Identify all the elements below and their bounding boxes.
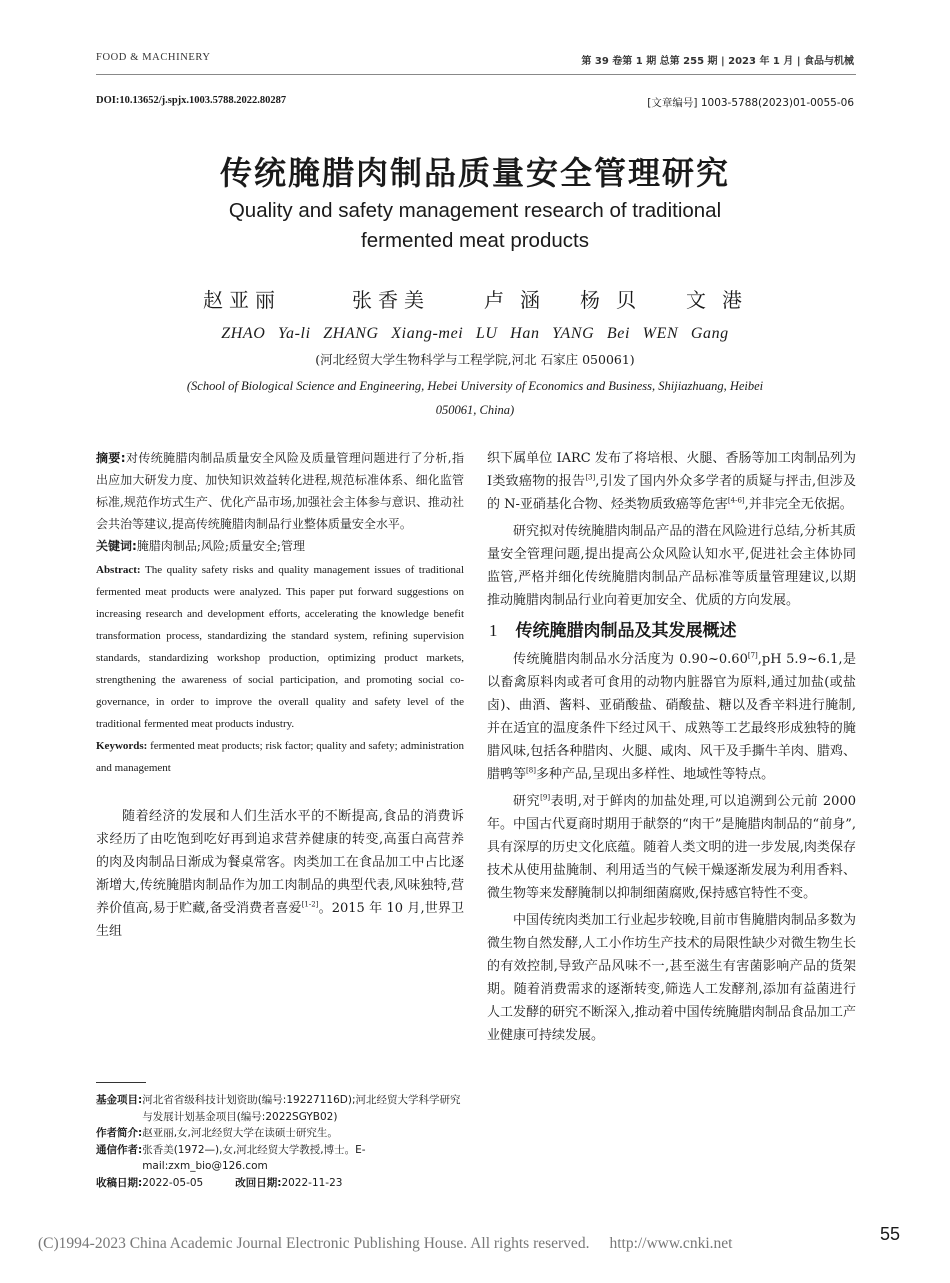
abstract-cn-text: 对传统腌腊肉制品质量安全风险及质量管理问题进行了分析,指出应加大研发力度、加快知识效益转化进程,规范标准体系、细化监管标准,规范作坊式生产、优化产品市场,加强社会主体参与意识、推动社会共治等建议,提高传统腌腊肉制品行业整体质量安全水平。 — [96, 451, 464, 531]
s1-p1-a: 传统腌腊肉制品水分活度为 0.90~0.60 — [513, 652, 748, 667]
copyright-text: (C)1994-2023 China Academic Journal Electronic Publishing House. All rights reserved. — [38, 1235, 590, 1252]
authors-en: ZHAO Ya-li ZHANG Xiang-mei LU Han YANG Bei WEN Gang — [221, 325, 729, 342]
intro-paragraph-2: 研究拟对传统腌腊肉制品产品的潜在风险进行总结,分析其质量安全管理问题,提出提高公众风险认知水平,促进社会主体协同监管,严格并细化传统腌腊肉制品产品标准等质量管理建议,以期推动腌腊肉制品行业向着更加安全、优质的方向发展。 — [487, 524, 856, 608]
footnotes — [96, 1092, 464, 1191]
left-column — [96, 447, 464, 943]
section-1-paragraph-2 — [487, 790, 856, 905]
author-cn-3: 卢涵 — [484, 288, 556, 312]
header-rule — [96, 74, 856, 75]
abstract-en-label: Abstract: — [96, 564, 141, 576]
s1-p1-b: ,pH 5.9~6.1,是以畜禽原料肉或者可食用的动物内脏器官为原料,通过加盐(或盐卤)、曲酒、酱料、亚硝酸盐、硝酸盐、糖以及香辛料进行腌制,并在适宜的温度条件下经过风干、成熟等工艺最终形成独特的腌腊风味,包括各种腊肉、火腿、咸肉、风干及手撕牛羊肉、腊鸡、腊鸭等 — [487, 652, 856, 782]
copyright-url[interactable]: http://www.cnki.net — [609, 1235, 733, 1252]
issue-info: 第 39 卷第 1 期 总第 255 期 | 2023 年 1 月 | 食品与机械 — [581, 56, 854, 67]
footnote-author-label: 作者简介: — [96, 1127, 143, 1139]
footnote-funding — [96, 1092, 464, 1125]
citation-7: [7] — [747, 651, 758, 660]
footnote-corresponding-text: 张香美(1972—),女,河北经贸大学教授,博士。E-mail:zxm_bio@126.com — [142, 1143, 366, 1172]
section-1-paragraph-3: 中国传统肉类加工行业起步较晚,目前市售腌腊肉制品多数为微生物自然发酵,人工小作坊生产技术的局限性缺少对微生物生长的有效控制,导致产品风味不一,甚至滋生有害菌影响产品的货架期。随着消费需求的逐渐转变,筛选人工发酵剂,添加有益菌进行人工发酵的研究不断深入,推动着中国传统腌腊肉制品食品加工产业健康可持续发展。 — [487, 913, 856, 1043]
keywords-en — [96, 735, 464, 779]
footnote-rule — [96, 1082, 146, 1083]
title-cn: 传统腌腊肉制品质量安全管理研究 — [219, 154, 730, 192]
keywords-en-text: fermented meat products; risk factor; quality and safety; administration and management — [96, 740, 465, 774]
footnote-dates — [96, 1175, 464, 1192]
abstract-en — [96, 559, 464, 735]
abstract-en-text: The quality safety risks and quality management issues of traditional fermented meat products were analyzed. This paper put forward suggestions on increasing research and development efforts, accelerating the knowledge benefit transformation process, standardizing the standard system, refining supervision standards, standardizing workshop production, optimizing product markets, strengthening the awareness of social participation, and promoting social co-governance, in order to improve the overall quality and safety level of the traditional fermented meat products industry. — [96, 564, 464, 730]
intro-p1-b: 。2015 年 10 月,世界卫生组 — [96, 901, 465, 939]
section-1-heading — [487, 620, 856, 642]
intro-p1-a: 随着经济的发展和人们生活水平的不断提高,食品的消费诉求经历了由吃饱到吃好再到追求营养健康的转变,高蛋白高营养的肉及肉制品日渐成为餐桌常客。肉类加工在食品加工中占比逐渐增大,传统腌腊肉制品作为加工肉制品的典型代表,风味独特,营养价值高,易于贮藏,备受消费者喜爱 — [96, 809, 464, 916]
intro-p1-c: ,引发了国内外众多学者的质疑与抨击,但涉及的 N-亚硝基化合物、烃类物质致癌等危害 — [487, 474, 856, 512]
article-number: [文章编号] 1003-5788(2023)01-0055-06 — [647, 97, 854, 109]
abstract-cn — [96, 447, 464, 535]
footnote-funding-text: 河北省省级科技计划资助(编号:19227116D);河北经贸大学科学研究与发展计划基金项目(编号:2022SGYB02) — [142, 1094, 461, 1123]
citation-1-2: [1-2] — [301, 900, 319, 909]
keywords-cn — [96, 535, 464, 557]
citation-4-6: [4-6] — [727, 496, 745, 505]
footnote-corresponding-label: 通信作者: — [96, 1143, 143, 1156]
journal-name-en: FOOD & MACHINERY — [96, 52, 211, 63]
copyright-line — [38, 1235, 732, 1253]
footnote-received-label: 收稿日期: — [96, 1176, 143, 1189]
s1-p2-a: 研究 — [513, 794, 541, 809]
right-column — [487, 447, 856, 1047]
affiliation-cn: (河北经贸大学生物科学与工程学院,河北 石家庄 050061) — [315, 352, 635, 367]
affiliation-en: (School of Biological Science and Engineering, Hebei University of Economics and Business, Shijiazhuang, Heibei 050061, China) — [186, 379, 764, 417]
author-cn-4: 杨贝 — [580, 288, 652, 312]
abstract-cn-label: 摘要: — [96, 451, 126, 465]
s1-p1-c: 多种产品,呈现出多样性、地域性等特点。 — [535, 767, 775, 782]
intro-p1-d: ,并非完全无依据。 — [744, 497, 853, 512]
s1-p2-b: 表明,对于鲜肉的加盐处理,可以追溯到公元前 2000 年。中国古代夏商时期用于献祭的“肉干”是腌腊肉制品的“前身”,具有深厚的历史文化底蕴。随着人类文明的进一步发展,肉类保存技术从使用盐腌制、利用适当的气候干燥逐渐发展为利用香料、微生物等来发酵腌制以抑制细菌腐败,保持感官特性不变。 — [487, 794, 856, 901]
keywords-cn-text: 腌腊肉制品;风险;质量安全;管理 — [136, 539, 305, 553]
footnote-revised-label: 改回日期: — [235, 1176, 282, 1189]
citation-3-sup: [3] — [585, 473, 596, 482]
page-number: 55 — [879, 1224, 900, 1244]
citation-9: [9] — [540, 793, 551, 802]
footnote-revised-date: 2022-11-23 — [281, 1176, 343, 1189]
author-cn-5: 文港 — [686, 288, 758, 312]
footnote-received-date: 2022-05-05 — [142, 1176, 204, 1189]
citation-8: [8] — [526, 766, 536, 775]
doi: DOI:10.13652/j.spjx.1003.5788.2022.80287 — [96, 95, 287, 106]
section-1-number: 1 — [489, 621, 498, 640]
footnote-author-text: 赵亚丽,女,河北经贸大学在读硕士研究生。 — [142, 1127, 338, 1139]
intro-paragraph-1-cont: 织下属单位 IARC 发布了将培根、火腿、香肠等加工肉制品列为Ⅰ类致癌物的报告[3],引发了国内外众多学者的质疑与抨击,但涉及的 N-亚硝基化合物、烃类物质致癌等危害[4-6],并非完全无依据。 — [487, 451, 856, 512]
keywords-cn-label: 关键词: — [96, 539, 137, 553]
footnote-corresponding — [96, 1142, 464, 1175]
author-cn-1: 赵亚丽 — [203, 288, 281, 312]
keywords-en-label: Keywords: — [96, 740, 148, 752]
title-en: Quality and safety management research of traditional fermented meat products — [228, 199, 722, 252]
intro-paragraph-1 — [96, 805, 464, 943]
footnote-funding-label: 基金项目: — [96, 1094, 143, 1106]
section-1-paragraph-1 — [487, 648, 856, 786]
footnote-author-bio — [96, 1125, 464, 1142]
author-cn-2: 张香美 — [352, 288, 430, 312]
section-1-title: 传统腌腊肉制品及其发展概述 — [515, 621, 737, 641]
